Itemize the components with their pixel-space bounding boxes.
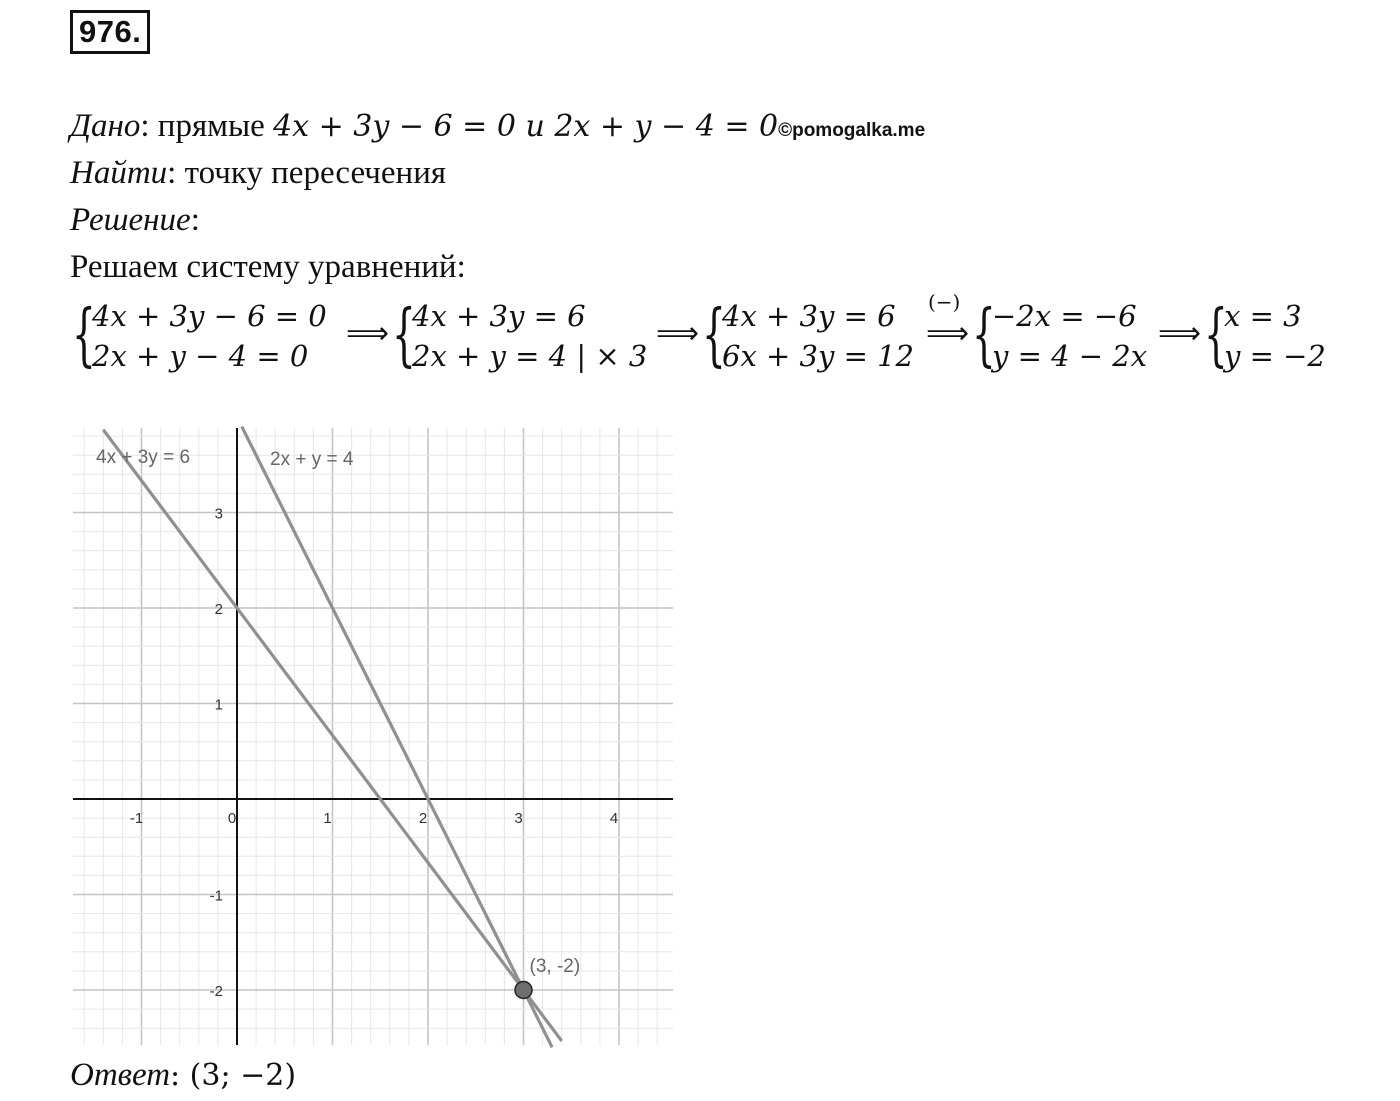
brace-icon: { — [1204, 296, 1228, 375]
intersection-point — [515, 982, 532, 999]
given-label: Дано — [70, 108, 141, 144]
problem-number: 976. — [70, 10, 150, 54]
system-2-row-1: 4x + 3y = 6 — [412, 299, 586, 333]
y-tick-label: 2 — [214, 601, 223, 618]
find-label: Найти — [70, 155, 168, 191]
y-tick-label: 3 — [214, 505, 223, 523]
x-tick-label: 2 — [418, 810, 428, 827]
implies-arrow-1: ⟹ — [346, 316, 390, 351]
y-tick-label: -2 — [209, 983, 223, 1000]
implies-arrow-3: ⟹ — [926, 316, 970, 351]
series-label-1: 4x + 3y = 6 — [96, 447, 191, 468]
y-tick-label: 1 — [214, 696, 223, 714]
x-tick-label: 4 — [609, 810, 619, 827]
x-tick-label: 0 — [227, 810, 237, 827]
system-1-row-2: 2x + y − 4 = 0 — [92, 339, 309, 373]
brace-icon: { — [72, 296, 96, 375]
system-2-row-2: 2x + y = 4 | × 3 — [412, 339, 648, 373]
implies-arrow-4: ⟹ — [1158, 316, 1202, 351]
system-5-row-1: x = 3 — [1224, 299, 1302, 333]
brace-icon: { — [392, 296, 416, 375]
y-tick-label: -1 — [209, 887, 223, 905]
system-3-row-1: 4x + 3y = 6 — [722, 299, 896, 333]
x-tick-label: 3 — [514, 810, 523, 827]
find-text: : точку пересечения — [167, 155, 447, 191]
answer-text: : (3; −2) — [170, 1058, 297, 1093]
system-1-row-1: 4x + 3y − 6 = 0 — [92, 299, 327, 333]
intersection-label: (3, -2) — [529, 956, 581, 977]
series-label-2: 2x + y = 4 — [270, 449, 354, 470]
given-text: : прямые — [140, 108, 274, 144]
brace-icon: { — [702, 296, 726, 375]
answer-label: Ответ — [70, 1057, 171, 1093]
system-4-row-2: y = 4 − 2x — [992, 339, 1148, 373]
x-tick-label: -1 — [129, 810, 144, 827]
series-line-2 — [242, 427, 552, 1048]
system-3-row-2: 6x + 3y = 12 — [722, 339, 915, 373]
watermark: ©pomogalka.me — [778, 120, 926, 141]
answer-line — [70, 1057, 296, 1094]
x-tick-label: 1 — [323, 810, 332, 827]
system-4-row-1: −2x = −6 — [992, 299, 1137, 333]
solve-intro: Решаем систему уравнений: — [70, 249, 466, 285]
subtract-note: (−) — [928, 290, 961, 314]
solution-colon: : — [190, 202, 200, 238]
given-equations: 4x + 3y − 6 = 0 и 2x + y − 4 = 0 — [273, 109, 779, 144]
system-5-row-2: y = −2 — [1224, 339, 1326, 373]
brace-icon: { — [972, 296, 996, 375]
implies-arrow-2: ⟹ — [656, 316, 700, 351]
solution-label: Решение — [70, 202, 191, 238]
